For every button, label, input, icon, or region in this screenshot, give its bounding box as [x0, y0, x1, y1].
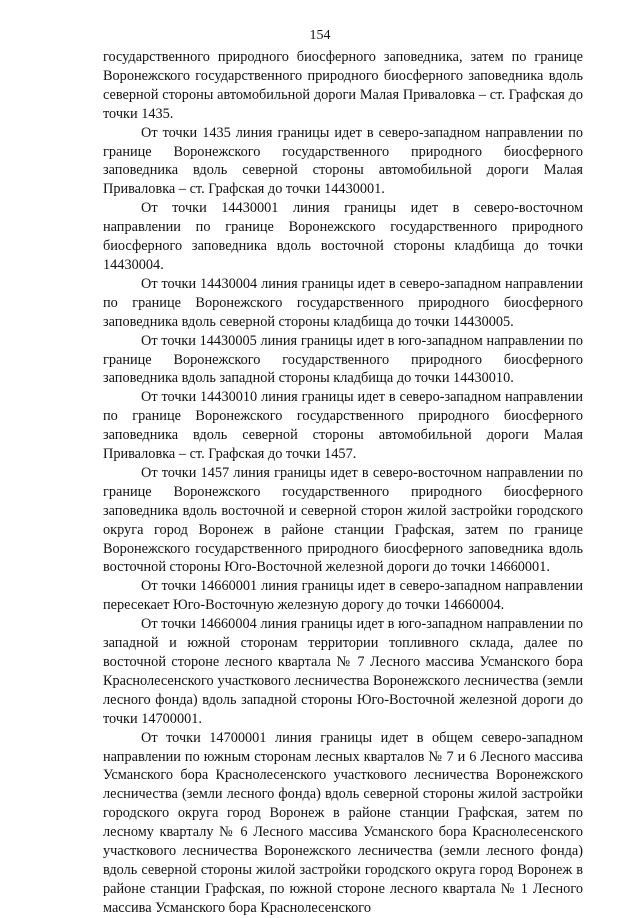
- paragraph-continuation: государственного природного биосферного заповедника, затем по границе Воронежского государственного природного биосферного заповедника вдоль северной стороны автомобильной дороги Малая Приваловка – ст. Графская до точки 1435.: [103, 49, 583, 122]
- paragraph-point-14700001: От точки 14700001 линия границы идет в общем северо-западном направлении по южным сторонам лесных кварталов № 7 и 6 Лесного массива Усманского бора Краснолесенского участкового лесничества Воронежского лесничества (земли лесного фонда) вдоль северной стороны жилой застройки городского округа город Воронеж в районе станции Графская, затем по лесному кварталу № 6 Лесного массива Усманского бора Краснолесенского участкового лесничества Воронежского лесничества (земли лесного фонда) вдоль северной стороны жилой застройки городского округа город Воронеж в районе станции Графская, по южной стороне лесного квартала № 1 Лесного массива Усманского бора Краснолесенского: [103, 729, 583, 916]
- paragraph-point-1457: От точки 1457 линия границы идет в северо-восточном направлении по границе Воронежского государственного природного биосферного заповедника вдоль восточной и северной сторон жилой застройки городского округа город Воронеж в районе станции Графская, затем по границе Воронежского государственного природного биосферного заповедника вдоль восточной стороны Юго-Восточной железной дороги до точки 14660001.: [103, 464, 583, 576]
- paragraph-point-14430001: От точки 14430001 линия границы идет в северо-восточном направлении по границе Воронежского государственного природного биосферного заповедника вдоль восточной стороны кладбища до точки 14430004.: [103, 200, 583, 273]
- document-body: [103, 48, 583, 918]
- paragraph-point-14430010: От точки 14430010 линия границы идет в северо-западном направлении по границе Воронежского государственного природного биосферного заповедника вдоль северной стороны автомобильной дороги Малая Приваловка – ст. Графская до точки 1457.: [103, 389, 583, 463]
- paragraph-point-1435: От точки 1435 линия границы идет в северо-западном направлении по границе Воронежского государственного природного биосферного заповедника вдоль северной стороны автомобильной дороги Малая Приваловка – ст. Графская до точки 14430001.: [103, 124, 583, 198]
- paragraph-point-14430005: От точки 14430005 линия границы идет в юго-западном направлении по границе Воронежского государственного природного биосферного заповедника вдоль западной стороны кладбища до точки 14430010.: [103, 332, 583, 387]
- paragraph-point-14660004: От точки 14660004 линия границы идет в юго-западном направлении по западной и южной сторонам территории топливного склада, далее по восточной стороне лесного квартала № 7 Лесного массива Усманского бора Краснолесенского участкового лесничества Воронежского лесничества (земли лесного фонда) вдоль западной стороны Юго-Восточной железной дороги до точки 14700001.: [103, 616, 583, 727]
- page-number: 154: [309, 28, 331, 43]
- paragraph-point-14430004: От точки 14430004 линия границы идет в северо-западном направлении по границе Воронежского государственного природного биосферного заповедника вдоль северной стороны кладбища до точки 14430005.: [103, 275, 583, 330]
- paragraph-point-14660001: От точки 14660001 линия границы идет в северо-западном направлении пересекает Юго-Восточную железную дорогу до точки 14660004.: [103, 578, 583, 614]
